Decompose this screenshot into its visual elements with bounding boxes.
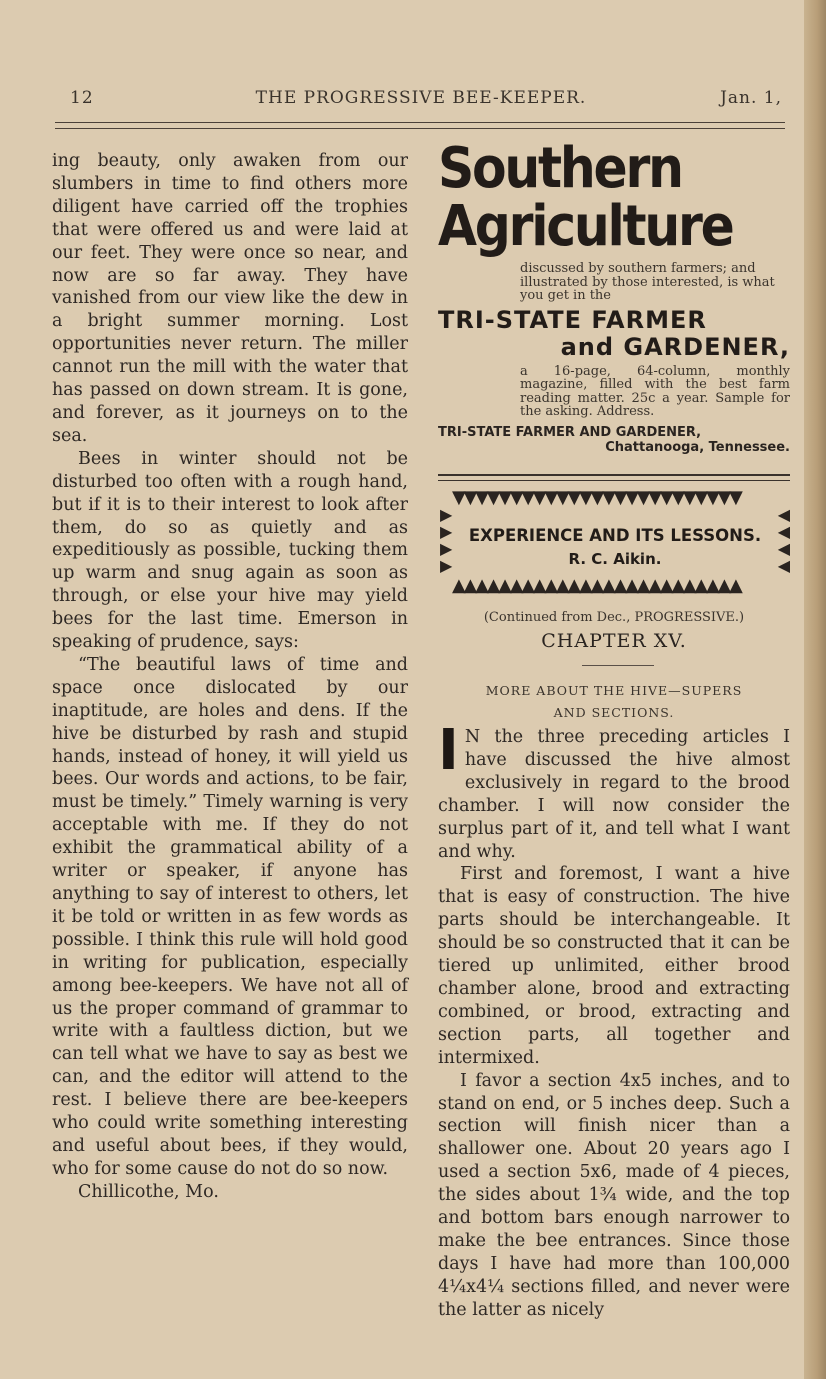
- subheading-line2: AND SECTIONS.: [553, 705, 675, 720]
- quotation-paragraph: “The beautiful laws of time and space once dislocated by our inaptitude, are holes and dens. If the hive be disturbed by rash and stupid hands, instead of honey, it will yield us bees. Our words and actions, to be fair, must be timely.” Timely warning is very acceptable with me. If they do not exhibit the grammatical ability of a writer or speaker, if anyone has anything to say of interest to others, let it be told or written in as few words as possible. I think this rule will hold good in writing for publication, especially among bee-keepers. We have not all of us the proper command of grammar to write with a faultless diction, but we can tell what we have to say as best we can, and the editor will attend to the rest. I believe there are bee-keepers who could write something interesting and useful about bees, if they would, who for some cause do not do so now.: [52, 654, 408, 1179]
- page-edge: [804, 0, 826, 1379]
- subheading: [438, 680, 790, 724]
- ad-address-line1: TRI-STATE FARMER AND GARDENER,: [438, 424, 702, 440]
- zigzag-border-left: ▶ ▶ ▶ ▶: [440, 505, 453, 575]
- subheading-line1: MORE ABOUT THE HIVE—SUPERS: [485, 683, 743, 698]
- zigzag-border-top: ▼▼▼▼▼▼▼▼▼▼▼▼▼▼▼▼▼▼▼▼▼▼▼▼▼: [452, 488, 741, 508]
- ad-paper-name-line1: TRI-STATE FARMER: [438, 305, 707, 334]
- issue-date: Jan. 1,: [720, 88, 782, 108]
- drop-cap: I: [438, 718, 459, 783]
- chapter-rule: [582, 665, 654, 666]
- left-column: [52, 150, 408, 1204]
- advertisement: [438, 136, 790, 455]
- article-author: R. C. Aikin.: [568, 550, 662, 568]
- paragraph: ing beauty, only awaken from our slumbers in time to find others more diligent have carried off the trophies that were offered us and were laid at our feet. They were once so near, and now are so far away. They have vanished from our view like the dew in a bright summer morning. Lost opportunities never return. The miller cannot run the mill with the water that has passed on down stream. It is gone, and forever, as it journeys on to the sea.: [52, 151, 408, 446]
- paragraph: [438, 718, 790, 863]
- header-rule: [55, 122, 785, 129]
- article-title: EXPERIENCE AND ITS LESSONS.: [468, 526, 762, 545]
- paragraph: First and foremost, I want a hive that is easy of construction. The hive parts should be interchangeable. It should be so constructed that it can be tiered up unlimited, either brood chamber alone, brood and extracting combined, or brood, extracting and section parts, all together and intermixed.: [438, 864, 790, 1068]
- ad-description: discussed by southern farmers; and illustrated by those interested, is what you get in the: [520, 261, 775, 303]
- zigzag-border-right: ◀ ◀ ◀ ◀: [777, 505, 790, 575]
- chapter-heading: CHAPTER XV.: [541, 630, 687, 652]
- ad-paper-name-line2: and GARDENER,: [560, 332, 790, 361]
- paragraph: Bees in winter should not be disturbed too often with a rough hand, but if it is to their interest to look after them, do so as quietly and as expeditiously as possible, tucking them up warm and snug again as soon as through, or else your hive may yield bees for the last time. Emerson in speaking of prudence, says:: [52, 448, 408, 653]
- ad-details: a 16-page, 64-column, monthly magazine, filled with the best farm reading matter. 25c a year. Sample for the asking. Address.: [520, 363, 790, 419]
- journal-title: THE PROGRESSIVE BEE-KEEPER.: [255, 88, 587, 108]
- ad-title-southern: Southern: [438, 136, 682, 201]
- continued-note: (Continued from Dec., PROGRESSIVE.): [483, 610, 745, 625]
- article-body: [438, 718, 790, 1322]
- paragraph-text: N the three preceding articles I have discussed the hive almost exclusively in regard to the brood chamber. I will now consider the surplus part of it, and tell what I want and why.: [438, 727, 790, 862]
- ad-title-agriculture: Agriculture: [438, 194, 733, 259]
- ad-address-line2: Chattanooga, Tennessee.: [605, 439, 790, 455]
- article-banner: [440, 488, 790, 596]
- page-number: 12: [70, 88, 94, 108]
- paragraph: I favor a section 4x5 inches, and to stand on end, or 5 inches deep. Such a section will finish nicer than a shallower one. About 20 years ago I used a section 5x6, made of 4 pieces, the sides about 1¾ wide, and the top and bottom bars enough narrower to make the bee entrances. Since those days I have had more than 100,000 4¼x4¼ sections filled, and never were the latter as nicely: [438, 1070, 790, 1320]
- advertisement-rule: [438, 474, 790, 481]
- dateline: Chillicothe, Mo.: [78, 1181, 219, 1202]
- running-header: [60, 88, 782, 110]
- zigzag-border-bottom: ▲▲▲▲▲▲▲▲▲▲▲▲▲▲▲▲▲▲▲▲▲▲▲▲▲: [452, 576, 741, 596]
